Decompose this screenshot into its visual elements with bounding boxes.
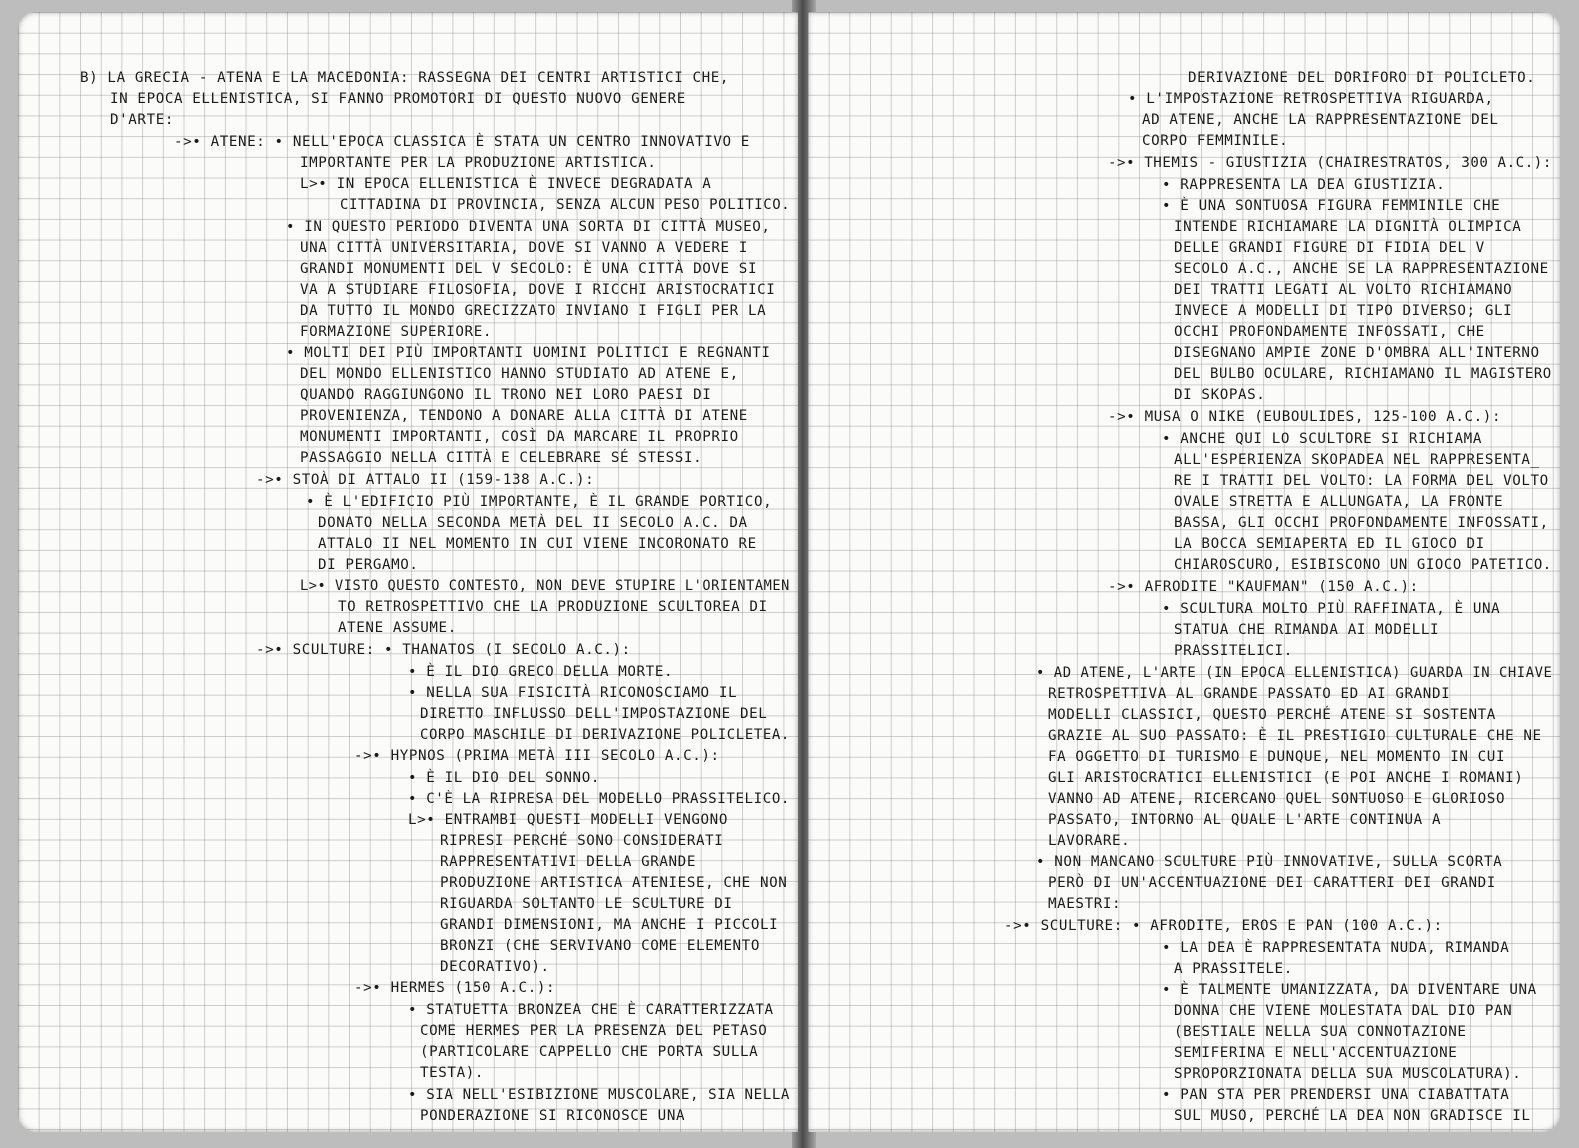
handwritten-line: • SIA NELL'ESIBIZIONE MUSCOLARE, SIA NELLA: [408, 1087, 791, 1103]
handwritten-line: (PARTICOLARE CAPPELLO CHE PORTA SULLA: [420, 1044, 759, 1060]
handwritten-line: L>• IN EPOCA ELLENISTICA È INVECE DEGRADATA A: [300, 176, 712, 192]
handwritten-line: ->• SCULTURE: • AFRODITE, EROS E PAN (100 A.C.):: [1004, 918, 1443, 934]
handwritten-line: LA BOCCA SEMIAPERTA ED IL GIOCO DI: [1174, 536, 1485, 552]
handwritten-line: ->• ATENE: • NELL'EPOCA CLASSICA È STATA UN CENTRO INNOVATIVO E: [174, 134, 750, 150]
handwritten-line: DA TUTTO IL MONDO GRECIZZATO INVIANO I FIGLI PER LA: [300, 303, 767, 319]
handwritten-line: GRAZIE AL SUO PASSATO: È IL PRESTIGIO CULTURALE CHE NE: [1048, 728, 1542, 744]
handwritten-line: GRANDI MONUMENTI DEL V SECOLO: È UNA CITTÀ DOVE SI: [300, 261, 758, 277]
handwritten-line: MONUMENTI IMPORTANTI, COSÌ DA MARCARE IL PROPRIO: [300, 429, 739, 445]
handwritten-line: TO RETROSPETTIVO CHE LA PRODUZIONE SCULTOREA DI: [338, 599, 768, 615]
handwritten-line: DONATO NELLA SECONDA METÀ DEL II SECOLO A.C. DA: [318, 515, 748, 531]
handwritten-line: SPROPORZIONATA DELLA SUA MUSCOLATURA).: [1174, 1066, 1522, 1082]
handwritten-line: DEI TRATTI LEGATI AL VOLTO RICHIAMANO: [1174, 282, 1513, 298]
handwritten-line: DI PERGAMO.: [318, 557, 419, 573]
handwritten-line: IN EPOCA ELLENISTICA, SI FANNO PROMOTORI DI QUESTO NUOVO GENERE: [110, 91, 686, 107]
handwritten-line: PROVENIENZA, TENDONO A DONARE ALLA CITTÀ DI ATENE: [300, 408, 748, 424]
handwritten-line: DELLE GRANDI FIGURE DI FIDIA DEL V: [1174, 240, 1485, 256]
handwritten-line: STATUA CHE RIMANDA AI MODELLI: [1174, 622, 1440, 638]
handwritten-line: CHIAROSCURO, ESIBISCONO UN GIOCO PATETICO.: [1174, 557, 1552, 573]
handwritten-line: UNA CITTÀ UNIVERSITARIA, DOVE SI VANNO A VEDERE I: [300, 240, 748, 256]
handwritten-line: PONDERAZIONE SI RICONOSCE UNA: [420, 1108, 686, 1124]
handwritten-line: PERÒ DI UN'ACCENTUAZIONE DEI CARATTERI DEI GRANDI: [1048, 875, 1496, 891]
handwritten-line: TESTA).: [420, 1065, 484, 1081]
handwritten-line: • NON MANCANO SCULTURE PIÙ INNOVATIVE, SULLA SCORTA: [1036, 854, 1503, 870]
handwritten-line: MAESTRI:: [1048, 896, 1122, 912]
left-page-text: [18, 52, 798, 1132]
handwritten-line: CORPO MASCHILE DI DERIVAZIONE POLICLETEA.: [420, 727, 790, 743]
handwritten-line: CORPO FEMMINILE.: [1142, 133, 1289, 149]
handwritten-line: • L'IMPOSTAZIONE RETROSPETTIVA RIGUARDA,: [1128, 91, 1494, 107]
handwritten-line: COME HERMES PER LA PRESENZA DEL PETASO: [420, 1023, 768, 1039]
handwritten-line: CITTADINA DI PROVINCIA, SENZA ALCUN PESO POLITICO.: [340, 197, 791, 213]
left-page: [18, 12, 798, 1132]
handwritten-line: DEL MONDO ELLENISTICO HANNO STUDIATO AD ATENE E,: [300, 366, 739, 382]
handwritten-line: FORMAZIONE SUPERIORE.: [300, 324, 492, 340]
handwritten-line: QUANDO RAGGIUNGONO IL TRONO NEI LORO PAESI DI: [300, 387, 712, 403]
handwritten-line: • NELLA SUA FISICITÀ RICONOSCIAMO IL: [408, 685, 738, 701]
handwritten-line: PASSAGGIO NELLA CITTÀ E CELEBRARE SÉ STESSI.: [300, 450, 703, 466]
handwritten-line: ALL'ESPERIENZA SKOPADEA NEL RAPPRESENTA_: [1174, 452, 1540, 468]
handwritten-line: • È IL DIO GRECO DELLA MORTE.: [408, 664, 674, 680]
right-page: [808, 12, 1560, 1132]
handwritten-line: • È IL DIO DEL SONNO.: [408, 770, 600, 786]
handwritten-line: (BESTIALE NELLA SUA CONNOTAZIONE: [1174, 1024, 1467, 1040]
handwritten-line: ->• STOÀ DI ATTALO II (159-138 A.C.):: [256, 472, 595, 488]
handwritten-line: GLI ARISTOCRATICI ELLENISTICI (E POI ANCHE I ROMANI): [1048, 770, 1524, 786]
handwritten-line: ->• AFRODITE "KAUFMAN" (150 A.C.):: [1108, 579, 1419, 595]
right-page-text: [808, 52, 1560, 1132]
handwritten-line: PRASSITELICI.: [1174, 643, 1293, 659]
handwritten-line: DERIVAZIONE DEL DORIFORO DI POLICLETO.: [1188, 70, 1536, 86]
handwritten-line: RIPRESI PERCHÉ SONO CONSIDERATI: [440, 833, 724, 849]
handwritten-line: GRANDI DIMENSIONI, MA ANCHE I PICCOLI: [440, 917, 779, 933]
handwritten-line: DI SKOPAS.: [1174, 387, 1266, 403]
handwritten-line: RETROSPETTIVA AL GRANDE PASSATO ED AI GRANDI: [1048, 686, 1451, 702]
handwritten-line: AD ATENE, ANCHE LA RAPPRESENTAZIONE DEL: [1142, 112, 1499, 128]
handwritten-line: SECOLO A.C., ANCHE SE LA RAPPRESENTAZIONE: [1174, 261, 1549, 277]
handwritten-line: • MOLTI DEI PIÙ IMPORTANTI UOMINI POLITICI E REGNANTI: [286, 345, 771, 361]
handwritten-line: ATTALO II NEL MOMENTO IN CUI VIENE INCORONATO RE: [318, 536, 757, 552]
handwritten-line: OVALE STRETTA E ALLUNGATA, LA FRONTE: [1174, 494, 1504, 510]
handwritten-line: DEL BULBO OCULARE, RICHIAMANO IL MAGISTERO: [1174, 366, 1552, 382]
handwritten-line: • RAPPRESENTA LA DEA GIUSTIZIA.: [1162, 177, 1446, 193]
handwritten-line: DECORATIVO).: [440, 959, 550, 975]
handwritten-line: LAVORARE.: [1048, 833, 1131, 849]
handwritten-line: ->• THEMIS - GIUSTIZIA (CHAIRESTRATOS, 300 A.C.):: [1108, 155, 1552, 171]
handwritten-line: SUL MUSO, PERCHÉ LA DEA NON GRADISCE IL: [1174, 1108, 1531, 1124]
handwritten-line: • SCULTURA MOLTO PIÙ RAFFINATA, È UNA: [1162, 601, 1501, 617]
handwritten-line: INVECE A MODELLI DI TIPO DIVERSO; GLI: [1174, 303, 1513, 319]
handwritten-line: RE I TRATTI DEL VOLTO: LA FORMA DEL VOLTO: [1174, 473, 1549, 489]
handwritten-line: RAPPRESENTATIVI DELLA GRANDE: [440, 854, 696, 870]
handwritten-line: • È UNA SONTUOSA FIGURA FEMMINILE CHE: [1162, 198, 1501, 214]
handwritten-line: VANNO AD ATENE, RICERCANO QUEL SONTUOSO E GLORIOSO: [1048, 791, 1506, 807]
handwritten-line: SEMIFERINA E NELL'ACCENTUAZIONE: [1174, 1045, 1458, 1061]
handwritten-line: • È TALMENTE UMANIZZATA, DA DIVENTARE UNA: [1162, 982, 1537, 998]
handwritten-line: PASSATO, INTORNO AL QUALE L'ARTE CONTINUA A: [1048, 812, 1442, 828]
handwritten-line: A PRASSITELE.: [1174, 961, 1293, 977]
handwritten-line: ATENE ASSUME.: [338, 620, 457, 636]
handwritten-line: • STATUETTA BRONZEA CHE È CARATTERIZZATA: [408, 1002, 774, 1018]
handwritten-line: BRONZI (CHE SERVIVANO COME ELEMENTO: [440, 938, 760, 954]
handwritten-line: FA OGGETTO DI TURISMO E DUNQUE, NEL MOMENTO IN CUI: [1048, 749, 1506, 765]
handwritten-line: ->• HYPNOS (PRIMA METÀ III SECOLO A.C.):: [354, 748, 720, 764]
handwritten-line: L>• ENTRAMBI QUESTI MODELLI VENGONO: [408, 812, 728, 828]
handwritten-line: • ANCHE QUI LO SCULTORE SI RICHIAMA: [1162, 431, 1482, 447]
handwritten-line: • AD ATENE, L'ARTE (IN EPOCA ELLENISTICA) GUARDA IN CHIAVE: [1036, 665, 1553, 681]
handwritten-line: BASSA, GLI OCCHI PROFONDAMENTE INFOSSATI,: [1174, 515, 1549, 531]
handwritten-line: ->• SCULTURE: • THANATOS (I SECOLO A.C.):: [256, 642, 631, 658]
handwritten-line: DISEGNANO AMPIE ZONE D'OMBRA ALL'INTERNO: [1174, 345, 1540, 361]
handwritten-line: VA A STUDIARE FILOSOFIA, DOVE I RICCHI ARISTOCRATICI: [300, 282, 776, 298]
handwritten-line: PRODUZIONE ARTISTICA ATENIESE, CHE NON: [440, 875, 788, 891]
handwritten-line: DONNA CHE VIENE MOLESTATA DAL DIO PAN: [1174, 1003, 1513, 1019]
handwritten-line: • LA DEA È RAPPRESENTATA NUDA, RIMANDA: [1162, 940, 1510, 956]
handwritten-line: • È L'EDIFICIO PIÙ IMPORTANTE, È IL GRANDE PORTICO,: [306, 494, 773, 510]
handwritten-line: B) LA GRECIA - ATENA E LA MACEDONIA: RASSEGNA DEI CENTRI ARTISTICI CHE,: [80, 70, 730, 86]
handwritten-line: • C'È LA RIPRESA DEL MODELLO PRASSITELICO.: [408, 791, 791, 807]
handwritten-line: DIRETTO INFLUSSO DELL'IMPOSTAZIONE DEL: [420, 706, 768, 722]
handwritten-line: INTENDE RICHIAMARE LA DIGNITÀ OLIMPICA: [1174, 219, 1522, 235]
handwritten-line: OCCHI PROFONDAMENTE INFOSSATI, CHE: [1174, 324, 1485, 340]
handwritten-line: • IN QUESTO PERIODO DIVENTA UNA SORTA DI CITTÀ MUSEO,: [286, 219, 771, 235]
handwritten-line: MODELLI CLASSICI, QUESTO PERCHÉ ATENE SI SOSTENTA: [1048, 707, 1496, 723]
handwritten-line: ->• HERMES (150 A.C.):: [354, 980, 556, 996]
handwritten-line: IMPORTANTE PER LA PRODUZIONE ARTISTICA.: [300, 155, 657, 171]
handwritten-line: RIGUARDA SOLTANTO LE SCULTURE DI: [440, 896, 733, 912]
handwritten-line: D'ARTE:: [110, 112, 174, 128]
handwritten-line: L>• VISTO QUESTO CONTESTO, NON DEVE STUPIRE L'ORIENTAMEN: [300, 578, 790, 594]
handwritten-line: • PAN STA PER PRENDERSI UNA CIABATTATA: [1162, 1087, 1510, 1103]
handwritten-line: ->• MUSA O NIKE (EUBOULIDES, 125-100 A.C.):: [1108, 409, 1502, 425]
